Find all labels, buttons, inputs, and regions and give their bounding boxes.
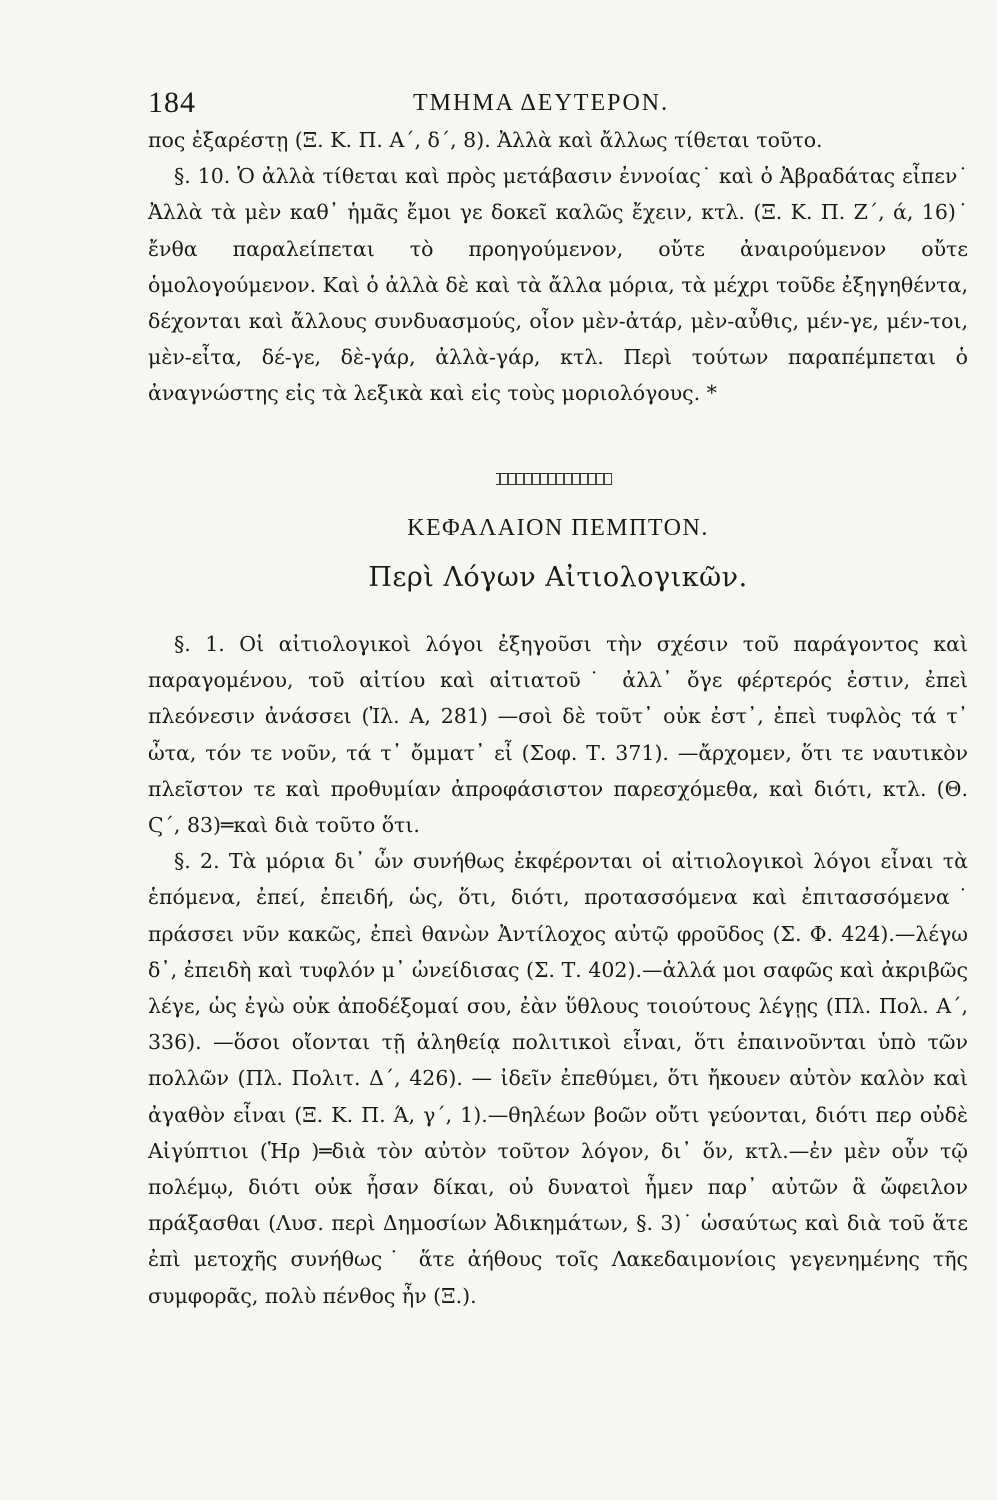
- chapter-subtitle: Περὶ Λόγων Αἰτιολογικῶν.: [368, 562, 748, 593]
- chapter-title: ΚΕΦΑΛΑΙΟΝ ΠΕΜΠΤΟΝ.: [407, 515, 709, 541]
- running-head: ΤΜΗΜΑ ΔΕΥΤΕΡΟΝ.: [413, 90, 670, 116]
- paragraph-section-1: §. 1. Οἱ αἰτιολογικοὶ λόγοι ἐξηγοῦσι τὴν σχέσιν τοῦ παράγοντος καὶ παραγομένου, τοῦ αἰτίου καὶ αἰτιατοῦ˙ ἀλλ᾽ ὄγε φέρτερός ἐστιν, ἐπεὶ πλεόνεσιν ἀνάσσει (Ἰλ. Α, 281) —σοὶ δὲ τοῦτ᾽ οὐκ ἐστ᾽, ἐπεὶ τυφλὸς τά τ᾽ ὦτα, τόν τε νοῦν, τά τ᾽ ὄμματ᾽ εἶ (Σοφ. Τ. 371). —ἄρχομεν, ὅτι τε ναυτικὸν πλεῖστον τε καὶ προθυμίαν ἀπροφάσιστον παρεσχόμεθα, καὶ διότι, κτλ. (Θ. Ϛ΄, 83)═καὶ διὰ τοῦτο ὅτι.: [148, 632, 968, 838]
- paragraph-section-2: §. 2. Τὰ μόρια δι᾽ ὧν συνήθως ἐκφέρονται οἱ αἰτιολογικοὶ λόγοι εἶναι τὰ ἑπόμενα, ἐπεί, ἐπειδή, ὡς, ὅτι, διότι, προτασσόμενα καὶ ἐπιτασσόμενα˙ πράσσει νῦν κακῶς, ἐπεὶ θανὼν Ἀντίλοχος αὐτῷ φροῦδος (Σ. Φ. 424).—λέγω δ᾽, ἐπειδὴ καὶ τυφλόν μ᾽ ὠνείδισας (Σ. Τ. 402).—ἀλλά μοι σαφῶς καὶ ἀκριβῶς λέγε, ὡς ἐγὼ οὐκ ἀποδέξομαί σου, ἐὰν ὕθλους τοιούτους λέγῃς (Πλ. Πολ. Α΄, 336). —ὅσοι οἴονται τῇ ἀληθείᾳ πολιτικοὶ εἶναι, ὅτι ἐπαινοῦνται ὑπὸ τῶν πολλῶν (Πλ. Πολιτ. Δ΄, 426). — ἰδεῖν ἐπεθύμει, ὅτι ἤκουεν αὐτὸν καλὸν καὶ ἀγαθὸν εἶναι (Ξ. Κ. Π. Ά, γ΄, 1).—θηλέων βοῶν οὔτι γεύονται, διότι περ οὐδὲ Αἰγύπτιοι (Ἡρ )═διὰ τὸν αὐτὸν τοῦτον λόγον, δι᾽ ὅν, κτλ.—ἐν μὲν οὖν τῷ πολέμῳ, διότι οὐκ ἦσαν δίκαι, οὐ δυνατοὶ ἦμεν παρ᾽ αὐτῶν ἃ ὤφειλον πράξασθαι (Λυσ. περὶ Δημοσίων Ἀδικημάτων, §. 3)˙ ὡσαύτως καὶ διὰ τοῦ ἅτε ἐπὶ μετοχῆς συνήθως˙ ἅτε ἀήθους τοῖς Λακεδαιμονίοις γεγενημένης τῆς συμφορᾶς, πολὺ πένθος ἦν (Ξ.).: [148, 849, 968, 1308]
- ornament-divider: [496, 473, 612, 485]
- paragraph-continuation: πος ἐξαρέστῃ (Ξ. Κ. Π. Α΄, δ΄, 8). Ἀλλὰ καὶ ἄλλως τίθεται τοῦτο.: [148, 128, 823, 152]
- text-before-chapter: [148, 122, 968, 412]
- paragraph-section-10: §. 10. Ὁ ἀλλὰ τίθεται καὶ πρὸς μετάβασιν ἐννοίας˙ καὶ ὁ Ἀβραδάτας εἶπεν˙ Ἀλλὰ τὰ μὲν καθ᾽ ἡμᾶς ἔμοι γε δοκεῖ καλῶς ἔχειν, κτλ. (Ξ. Κ. Π. Ζ΄, ά, 16)˙ ἔνθα παραλείπεται τὸ προηγούμενον, οὔτε ἀναιρούμενον οὔτε ὁμολογούμενον. Καὶ ὁ ἀλλὰ δὲ καὶ τὰ ἄλλα μόρια, τὰ μέχρι τοῦδε ἐξηγηθέντα, δέχονται καὶ ἄλλους συνδυασμούς, οἷον μὲν-ἀτάρ, μὲν-αὖθις, μέν-γε, μέν-τοι, μὲν-εἶτα, δέ-γε, δὲ-γάρ, ἀλλὰ-γάρ, κτλ. Περὶ τούτων παραπέμπεται ὁ ἀναγνώστης εἰς τὰ λεξικὰ καὶ εἰς τοὺς μοριολόγους. *: [148, 164, 968, 406]
- chapter-body: [148, 626, 968, 1314]
- page-number: 184: [148, 86, 196, 119]
